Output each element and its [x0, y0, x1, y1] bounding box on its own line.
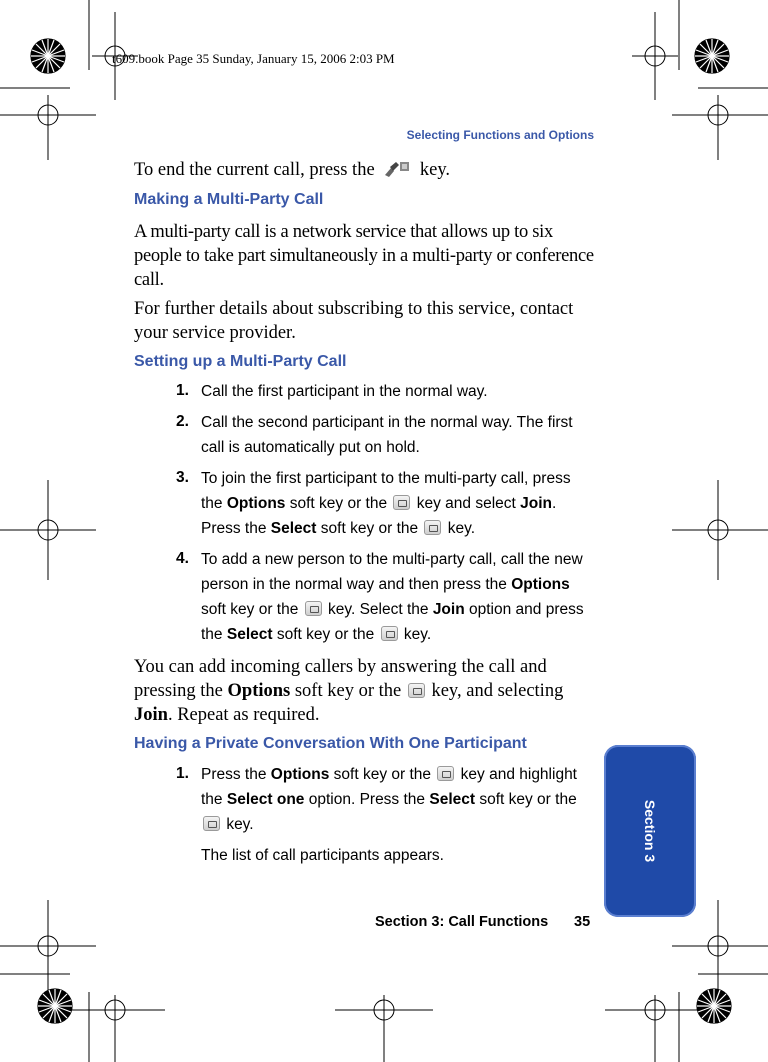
select-one-label: Select one — [226, 791, 305, 808]
multi-party-para2: For further details about subscribing to this service, contact your service provider. — [134, 299, 574, 343]
text: key. — [226, 816, 254, 833]
text: key and select — [416, 495, 516, 512]
text: soft key or the — [276, 626, 375, 643]
step-line: call is automatically put on hold. — [201, 439, 420, 456]
step-number: 1. — [176, 382, 189, 399]
step-text — [201, 547, 596, 647]
text: Press the — [201, 520, 267, 537]
incoming-paragraph — [134, 655, 594, 727]
text: the — [201, 626, 223, 643]
step-line — [201, 787, 596, 812]
private-heading: Having a Private Conversation With One Participant — [134, 735, 527, 752]
ok-key-icon — [437, 766, 454, 781]
section-tab — [604, 745, 696, 917]
text: option and press — [469, 601, 584, 618]
step-number: 4. — [176, 550, 189, 567]
intro-text-before: To end the current call, press the — [134, 160, 375, 180]
select-label: Select — [270, 520, 317, 537]
join-label: Join — [520, 495, 553, 512]
text: key, and selecting — [431, 681, 564, 701]
ok-key-icon — [203, 816, 220, 831]
options-label: Options — [227, 681, 291, 701]
text: . — [552, 495, 557, 512]
paragraph-line: You can add incoming callers by answering the call and — [134, 657, 547, 677]
step-line: To join the first participant to the multi-party call, press — [201, 470, 571, 487]
step-text — [201, 466, 596, 541]
step-line — [201, 812, 596, 837]
options-label: Options — [270, 766, 330, 783]
text: . Repeat as required. — [167, 705, 320, 725]
ok-key-icon — [424, 520, 441, 535]
ok-key-icon — [305, 601, 322, 616]
step-line — [201, 491, 596, 516]
text: soft key or the — [201, 601, 299, 618]
text: key. — [403, 626, 432, 643]
multi-party-para1: A multi-party call is a network service that allows up to six people to take part simultaneously in a multi-party or conference call. — [134, 222, 594, 290]
step-line — [201, 572, 596, 597]
ok-key-icon — [408, 683, 425, 698]
intro-text-after: key. — [419, 160, 451, 180]
step-number: 1. — [176, 765, 189, 782]
step-note: The list of call participants appears. — [201, 847, 444, 864]
text: option. Press the — [308, 791, 426, 808]
page-number: 35 — [574, 914, 591, 930]
join-label: Join — [134, 705, 168, 725]
paragraph-line — [134, 703, 594, 727]
text: key. Select the — [327, 601, 429, 618]
text: key. — [447, 520, 476, 537]
step-text — [201, 410, 596, 460]
text: soft key or the — [294, 681, 402, 701]
options-label: Options — [511, 576, 570, 593]
section-tab-label: Section 3 — [642, 799, 658, 863]
text: pressing the — [134, 681, 223, 701]
setup-heading: Setting up a Multi-Party Call — [134, 353, 347, 370]
ok-key-icon — [393, 495, 410, 510]
ok-key-icon — [381, 626, 398, 641]
end-call-key-icon — [382, 159, 412, 179]
step-line — [201, 622, 596, 647]
multi-party-heading: Making a Multi-Party Call — [134, 191, 324, 208]
footer-title: Section 3: Call Functions — [375, 914, 549, 930]
step-line — [201, 597, 596, 622]
select-label: Select — [226, 626, 273, 643]
text: soft key or the — [333, 766, 432, 783]
print-slug: t609.book Page 35 Sunday, January 15, 2006 2:03 PM — [112, 51, 395, 66]
text: the — [201, 495, 223, 512]
step-number: 3. — [176, 469, 189, 486]
step-line — [201, 516, 596, 541]
join-label: Join — [432, 601, 465, 618]
paragraph-line — [134, 679, 594, 703]
text: the — [201, 791, 223, 808]
select-label: Select — [429, 791, 476, 808]
text: soft key or the — [320, 520, 419, 537]
text: soft key or the — [289, 495, 388, 512]
text: key and highlight — [460, 766, 577, 783]
text: Press the — [201, 766, 267, 783]
step-number: 2. — [176, 413, 189, 430]
step-line: Call the second participant in the normal way. The first — [201, 414, 573, 431]
text: soft key or the — [479, 791, 577, 808]
intro-paragraph — [134, 158, 594, 182]
running-head: Selecting Functions and Options — [406, 128, 594, 142]
options-label: Options — [226, 495, 286, 512]
step-line: To add a new person to the multi-party call, call the new — [201, 551, 583, 568]
step-text — [201, 762, 596, 868]
step-line — [201, 762, 596, 787]
step-text: Call the first participant in the normal way. — [201, 383, 488, 400]
text: person in the normal way and then press the — [201, 576, 507, 593]
